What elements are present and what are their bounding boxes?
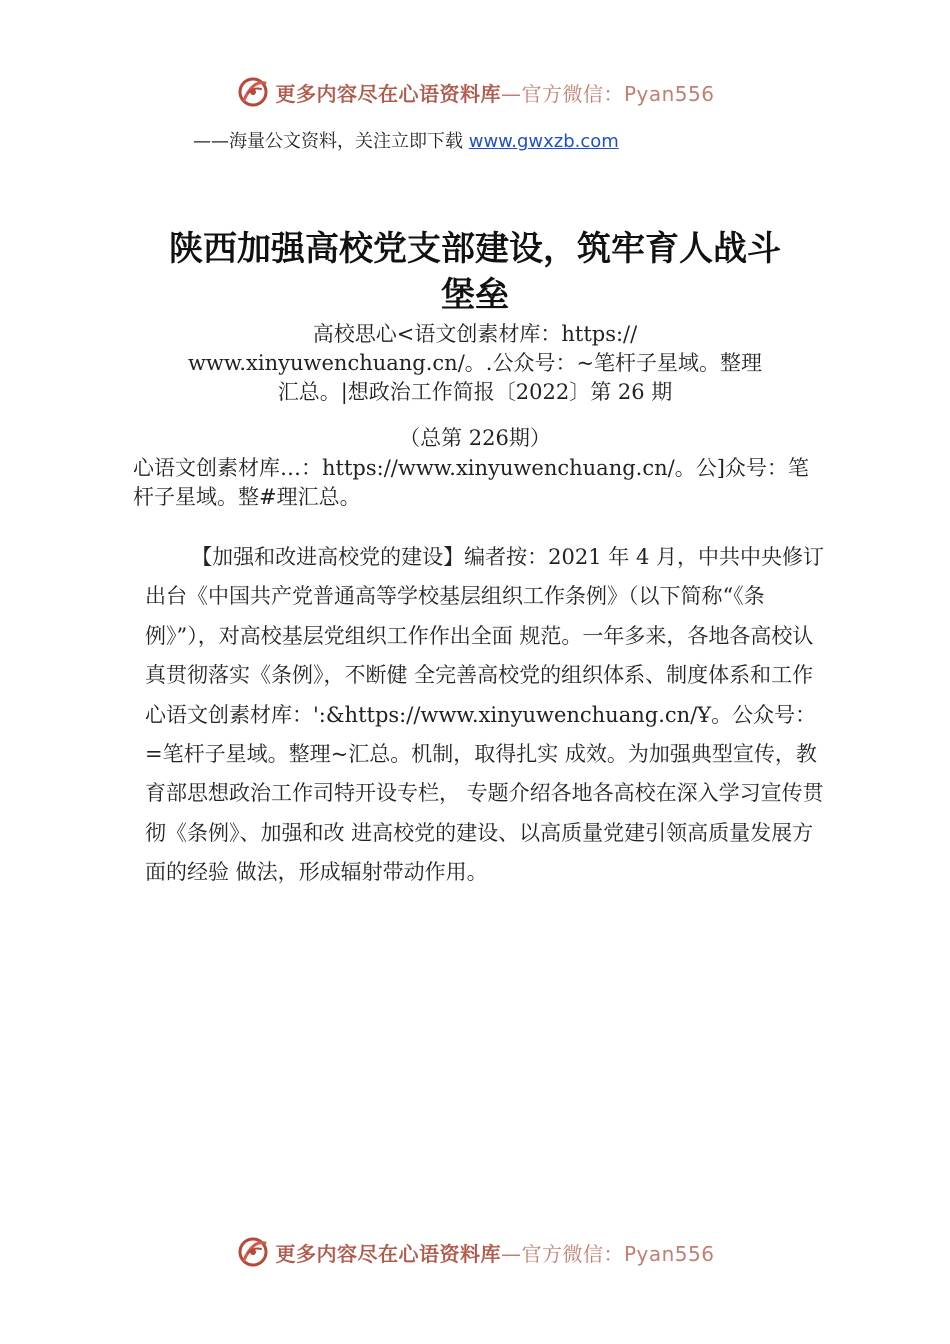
title-line-1: 陕西加强高校党支部建设，筑牢育人战斗 (169, 229, 781, 269)
title-line-2: 堡垒 (441, 275, 509, 315)
source-line-1: 高校思心<语文创素材库：https:// (312, 322, 638, 346)
brand-logo-icon (235, 74, 271, 110)
subline-prefix: ——海量公文资料，关注立即下载 (193, 131, 469, 152)
source-line-2: www.xinyuwenchuang.cn/。.公众号：~笔杆子星域。整理 (187, 351, 763, 375)
download-subline (193, 127, 813, 153)
footer-banner-brand: 更多内容尽在心语资料库 (275, 1241, 501, 1266)
source-line-3: 汇总。|想政治工作简报〔2022〕第 26 期 (277, 380, 673, 404)
download-link[interactable]: www.gwxzb.com (468, 131, 619, 152)
header-banner-brand: 更多内容尽在心语资料库 (275, 81, 501, 106)
source-info (130, 320, 820, 407)
header-banner (0, 70, 950, 114)
brand-logo-icon (235, 1234, 271, 1270)
footer-banner (0, 1230, 950, 1274)
footer-banner-text (275, 1238, 714, 1267)
header-banner-text (275, 78, 714, 107)
footer-banner-wechat: —官方微信：Pyan556 (500, 1241, 715, 1266)
document-title (120, 226, 830, 318)
header-banner-wechat: —官方微信：Pyan556 (500, 81, 715, 106)
editor-note-paragraph: 【加强和改进高校党的建设】编者按：2021 年 4 月，中共中央修订出台《中国共产党普通高等学校基层组织工作条例》（以下简称“《条例》”），对高校基层党组织工作作出全面 规范。一年多来，各地各高校认真贯彻落实《条例》，不断健 全完善高校党的组织体系、制度体系和工作心语文创素材库：':&https://www.xinyuwenchuang.cn/Ұ。公众号：=笔杆子星域。整理~汇总。机制，取得扎实 成效。为加强典型宣传，教育部思想政治工作司特开设专栏， 专题介绍各地各高校在深入学习宣传贯彻《条例》、加强和改 进高校党的建设、以高质量党建引领高质量发展方面的经验 做法，形成辐射带动作用。 (145, 545, 825, 885)
promo-text: 心语文创素材库…：https://www.xinyuwenchuang.cn/。公]众号：笔杆子星域。整#理汇总。 (133, 456, 809, 509)
issue-number: （总第 226期） (399, 426, 551, 450)
